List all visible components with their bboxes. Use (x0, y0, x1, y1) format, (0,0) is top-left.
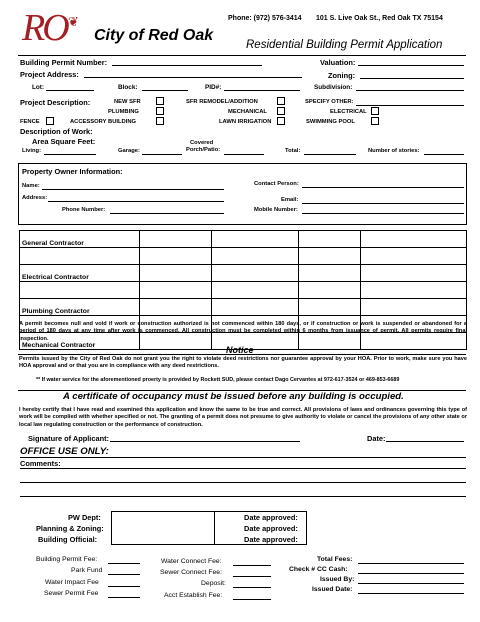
deposit-label: Deposit: (201, 580, 226, 587)
contractor-cell[interactable] (211, 282, 299, 299)
contractor-cell[interactable] (139, 299, 211, 316)
form-title: Residential Building Permit Application (246, 39, 443, 51)
swimming-pool-label: SWIMMING POOL (306, 119, 355, 125)
contractor-label: Mechanical Contractor (20, 333, 140, 350)
plumbing-label: PLUMBING (108, 109, 139, 115)
garage-field[interactable] (142, 154, 182, 155)
accessory-building-label: ACCESSORY BUILDING (70, 119, 137, 125)
contractor-cell[interactable] (211, 265, 299, 282)
contractor-cell[interactable] (361, 248, 467, 265)
header-divider (18, 55, 466, 56)
date-label: Date: (367, 434, 386, 443)
water-connect-fee-field[interactable] (233, 565, 271, 566)
contractor-cell[interactable] (211, 231, 299, 248)
swimming-pool-checkbox[interactable] (371, 117, 379, 125)
comments-line[interactable] (20, 482, 466, 483)
contractor-cell[interactable] (20, 282, 140, 299)
table-row (20, 282, 467, 299)
water-connect-fee-label: Water Connect Fee: (161, 558, 222, 565)
owner-section-title: Property Owner Information: (22, 167, 123, 176)
zoning-label: Zoning: (328, 71, 356, 80)
certification-text: I hereby certify that I have read and examined this application and know the same to be true and correct. All provisions of laws and ordinances governing this type of work will be complied with whether specified or not. The granting of a permit does not presume to give authority to violate or cancel the provisions of any other state or local law regulating construction or the performance of construction. (19, 407, 467, 428)
covered-porch-field[interactable] (224, 154, 264, 155)
contractor-cell[interactable] (139, 282, 211, 299)
issued-by-label: Issued By: (320, 576, 355, 583)
contractor-cell[interactable] (139, 265, 211, 282)
building-permit-number-label: Building Permit Number: (20, 58, 108, 67)
mobile-number-label: Mobile Number: (254, 207, 298, 213)
subdivision-label: Subdivision: (314, 84, 353, 91)
oak-leaf-icon: ❦ (68, 14, 79, 29)
table-row (20, 231, 467, 248)
accessory-building-checkbox[interactable] (156, 117, 164, 125)
planning-zoning-label: Planning & Zoning: (36, 524, 104, 533)
mechanical-label: MECHANICAL (228, 109, 267, 115)
sewer-connect-fee-field[interactable] (233, 576, 271, 577)
check-cc-cash-label: Check # CC Cash: (289, 566, 348, 573)
bo-date-approved-label: Date approved: (244, 535, 298, 544)
table-row (20, 248, 467, 265)
new-sfr-checkbox[interactable] (156, 97, 164, 105)
lot-field[interactable] (46, 90, 94, 91)
stories-label: Number of stories: (368, 148, 420, 154)
water-service-notice: ** If water service for the aforementioned proerty is provided by Rockett SUD, please contact Dago Cervantes at 972-617-3524 or 469-853-6689 (36, 377, 400, 383)
project-description-label: Project Description: (20, 98, 91, 107)
contractor-cell[interactable] (361, 299, 467, 316)
stories-field[interactable] (424, 154, 464, 155)
header-address: 101 S. Live Oak St., Red Oak TX 75154 (316, 15, 443, 22)
contact-person-label: Contact Person: (254, 181, 299, 187)
contractor-cell[interactable] (299, 282, 361, 299)
contractor-cell[interactable] (361, 282, 467, 299)
contractor-cell[interactable] (20, 248, 140, 265)
living-label: Living: (22, 148, 41, 154)
total-label: Total: (285, 148, 301, 154)
approvals-box-divider (214, 511, 215, 545)
contractor-label: Plumbing Contractor (20, 299, 140, 316)
null-void-notice: A permit becomes null and void if work or construction authorized is not commenced within 180 days, or if construction or work is suspended or abandoned for a period of 180 days at any time after work is commenced. All construction must be completed within 6 months from issuance of permit. All permits require final inspection. (19, 321, 467, 342)
mechanical-checkbox[interactable] (277, 107, 285, 115)
covered-label-2: Porch/Patio: (186, 147, 221, 153)
contractor-cell[interactable] (139, 248, 211, 265)
table-row (20, 299, 467, 316)
deposit-field[interactable] (233, 587, 271, 588)
electrical-checkbox[interactable] (371, 107, 379, 115)
occupancy-notice: A certificate of occupancy must be issued before any building is occupied. (63, 391, 404, 402)
owner-address-field[interactable] (48, 201, 224, 202)
garage-label: Garage: (118, 148, 140, 154)
contractor-label: General Contractor (20, 231, 140, 248)
pw-date-approved-label: Date approved: (244, 513, 298, 522)
building-permit-fee-label: Building Permit Fee: (36, 556, 98, 563)
building-permit-fee-field[interactable] (108, 563, 140, 564)
park-fund-field[interactable] (108, 574, 140, 575)
living-field[interactable] (44, 154, 96, 155)
issued-date-field[interactable] (358, 593, 464, 594)
email-field[interactable] (302, 203, 464, 204)
contractor-cell[interactable] (361, 231, 467, 248)
lawn-irrigation-label: LAWN IRRIGATION (219, 119, 272, 125)
pid-field[interactable] (224, 90, 300, 91)
sewer-permit-fee-label: Sewer Permit Fee (44, 590, 99, 597)
acct-establish-fee-field[interactable] (233, 599, 271, 600)
contractor-cell[interactable] (211, 248, 299, 265)
building-official-label: Building Official: (38, 535, 98, 544)
plumbing-checkbox[interactable] (156, 107, 164, 115)
comments-line[interactable] (20, 496, 466, 497)
email-label: Email: (281, 197, 299, 203)
covered-label-1: Covered (190, 140, 214, 146)
specify-other-label: SPECIFY OTHER: (305, 99, 354, 105)
contractor-cell[interactable] (299, 265, 361, 282)
comments-label: Comments: (20, 459, 61, 468)
sewer-permit-fee-field[interactable] (108, 597, 140, 598)
subdivision-field[interactable] (356, 90, 464, 91)
contact-person-field[interactable] (302, 187, 464, 188)
comments-line[interactable] (20, 468, 466, 469)
water-impact-fee-label: Water Impact Fee (45, 579, 99, 586)
pid-label: PID#: (205, 84, 222, 91)
sfr-remodel-checkbox[interactable] (277, 97, 285, 105)
project-address-field[interactable] (84, 77, 302, 78)
logo-text: RO (22, 7, 67, 49)
total-field[interactable] (304, 154, 356, 155)
zoning-field[interactable] (360, 78, 464, 79)
owner-name-field[interactable] (42, 189, 224, 190)
block-label: Block: (118, 84, 138, 91)
hoa-notice: Permits issued by the City of Red Oak do not grant you the right to violate deed restrictions nor guarantee approval by your HOA. Prior to work, make sure you have HOA approval and or that you are in compliance with any deed restrictions. (19, 356, 467, 370)
issued-by-field[interactable] (358, 583, 464, 584)
acct-establish-fee-label: Acct Establish Fee: (164, 592, 223, 599)
water-impact-fee-field[interactable] (108, 586, 140, 587)
contractor-label: Electrical Contractor (20, 265, 140, 282)
phone-number-field[interactable] (110, 213, 224, 214)
sewer-connect-fee-label: Sewer Connect Fee: (160, 569, 222, 576)
city-logo (22, 8, 84, 50)
mobile-number-field[interactable] (302, 213, 464, 214)
contractor-cell[interactable] (211, 299, 299, 316)
table-row (20, 265, 467, 282)
lawn-irrigation-checkbox[interactable] (277, 117, 285, 125)
phone-number-label: Phone Number: (62, 207, 106, 213)
contractor-cell[interactable] (299, 299, 361, 316)
office-use-title: OFFICE USE ONLY: (20, 446, 109, 457)
lot-label: Lot: (32, 84, 45, 91)
date-field[interactable] (386, 441, 464, 442)
project-address-label: Project Address: (20, 70, 79, 79)
new-sfr-label: NEW SFR (114, 99, 141, 105)
building-permit-number-field[interactable] (112, 65, 262, 66)
area-square-feet-label: Area Square Feet: (32, 137, 96, 146)
owner-address-label: Address: (22, 195, 48, 201)
description-of-work-label: Description of Work: (20, 127, 93, 136)
notice-title: Notice (226, 345, 254, 355)
total-fees-field[interactable] (358, 563, 464, 564)
issued-date-label: Issued Date: (312, 586, 353, 593)
city-name: City of Red Oak (94, 27, 214, 44)
specify-other-field[interactable] (356, 105, 464, 106)
valuation-field[interactable] (358, 65, 464, 66)
check-cc-cash-field[interactable] (358, 573, 464, 574)
signature-field[interactable] (110, 441, 300, 442)
block-field[interactable] (142, 90, 188, 91)
valuation-label: Valuation: (320, 58, 356, 67)
fence-checkbox[interactable] (46, 117, 54, 125)
pz-date-approved-label: Date approved: (244, 524, 298, 533)
contractor-cell[interactable] (139, 231, 211, 248)
contractor-cell[interactable] (299, 231, 361, 248)
owner-name-label: Name: (22, 183, 40, 189)
notice-divider-top (18, 354, 466, 355)
header-phone: Phone: (972) 576-3414 (228, 15, 302, 22)
signature-label: Signature of Applicant: (28, 434, 110, 443)
fence-label: FENCE (20, 119, 40, 125)
park-fund-label: Park Fund (71, 567, 103, 574)
pw-dept-label: PW Dept: (68, 513, 101, 522)
contractor-cell[interactable] (361, 265, 467, 282)
electrical-label: ELECTRICAL (330, 109, 367, 115)
sfr-remodel-label: SFR REMODEL/ADDITION (186, 99, 258, 105)
office-title-underline (20, 457, 466, 458)
contractor-cell[interactable] (299, 248, 361, 265)
total-fees-label: Total Fees: (317, 556, 353, 563)
